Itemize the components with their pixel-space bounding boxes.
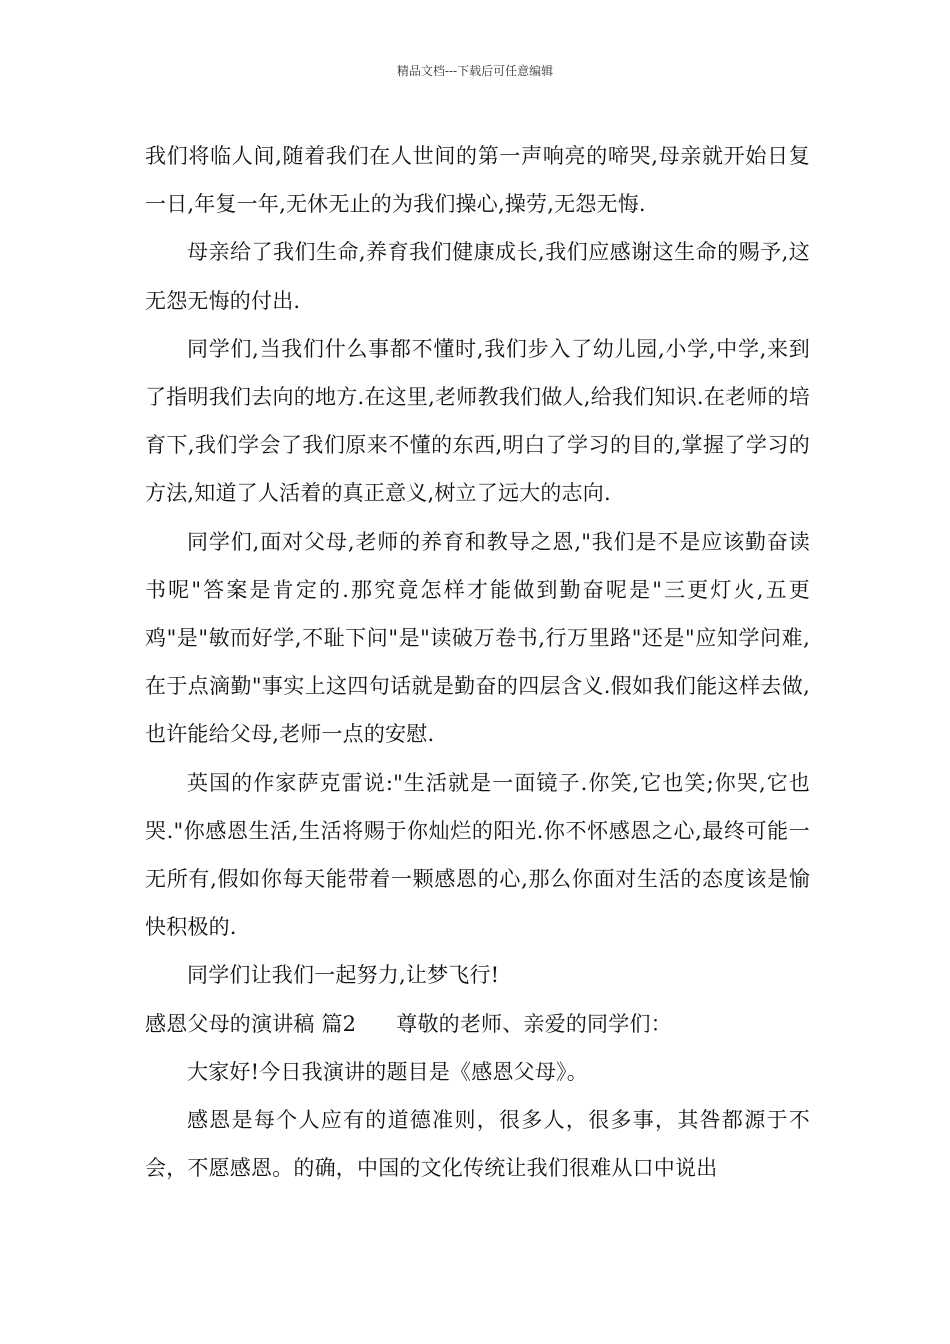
paragraph-3: 同学们,当我们什么事都不懂时,我们步入了幼儿园,小学,中学,来到了指明我们去向的地方.在这里,老师教我们做人,给我们知识.在老师的培育下,我们学会了我们原来不懂的东西,明白了学习的目的,掌握了学习的方法,知道了人活着的真正意义,树立了远大的志向.: [145, 336, 810, 506]
paragraph-8: 感恩是每个人应有的道德准则，很多人，很多事，其咎都源于不会，不愿感恩。的确，中国的文化传统让我们很难从口中说出: [145, 1108, 810, 1181]
paragraph-4: 同学们,面对父母,老师的养育和教导之恩,"我们是不是应该勤奋读书呢"答案是肯定的.那究竟怎样才能做到勤奋呢是"三更灯火,五更鸡"是"敏而好学,不耻下问"是"读破万卷书,行万里路"还是"应知学问难,在于点滴勤"事实上这四句话就是勤奋的四层含义.假如我们能这样去做,也许能给父母,老师一点的安慰.: [145, 529, 810, 747]
paragraph-6: 同学们让我们一起努力,让梦飞行!: [187, 963, 500, 988]
paragraph-1: 我们将临人间,随着我们在人世间的第一声响亮的啼哭,母亲就开始日复一日,年复一年,无休无止的为我们操心,操劳,无怨无悔.: [145, 144, 810, 217]
paragraph-5: 英国的作家萨克雷说:"生活就是一面镜子.你笑,它也笑;你哭,它也哭."你感恩生活,生活将赐于你灿烂的阳光.你不怀感恩之心,最终可能一无所有,假如你每天能带着一颗感恩的心,那么你面对生活的态度该是愉快积极的.: [145, 770, 810, 940]
section-title: 感恩父母的演讲稿 篇2: [145, 1011, 357, 1036]
paragraph-7: 大家好!今日我演讲的题目是《感恩父母》。: [187, 1059, 588, 1084]
paragraph-2: 母亲给了我们生命,养育我们健康成长,我们应感谢这生命的赐予,这无怨无悔的付出.: [145, 240, 810, 313]
document-body: [145, 132, 810, 1192]
page-header: 精品文档---下载后可任意编辑: [396, 64, 554, 78]
salutation: 尊敬的老师、亲爱的同学们：: [396, 1011, 672, 1036]
section-heading-line: [145, 1000, 810, 1048]
